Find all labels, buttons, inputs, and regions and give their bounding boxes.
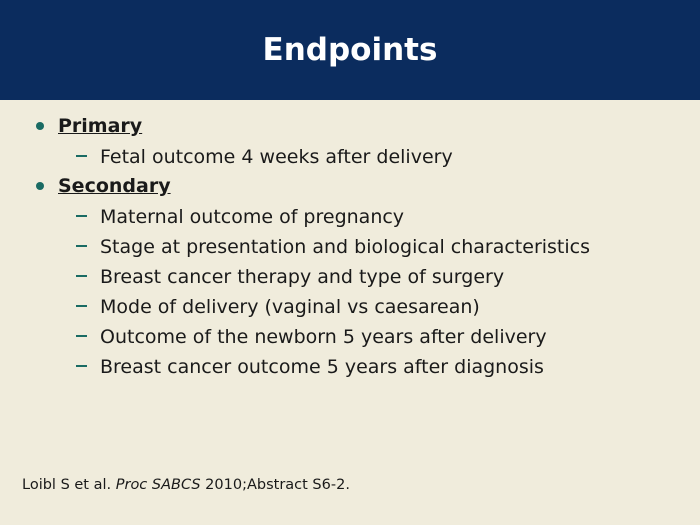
dash-bullet-icon — [76, 305, 87, 307]
section-heading-label: Secondary — [58, 175, 171, 197]
page-title: Endpoints — [262, 32, 438, 68]
section-heading-primary — [0, 112, 700, 140]
list-item — [0, 292, 700, 322]
list-item-label: Mode of delivery (vaginal vs caesarean) — [100, 296, 480, 318]
citation-suffix: 2010;Abstract S6-2. — [200, 477, 350, 493]
bullet-dot-icon — [36, 122, 44, 130]
list-item-label: Outcome of the newborn 5 years after delivery — [100, 326, 547, 348]
citation-footer — [22, 477, 350, 493]
dash-bullet-icon — [76, 275, 87, 277]
list-item — [0, 202, 700, 232]
list-item — [0, 262, 700, 292]
list-item-label: Maternal outcome of pregnancy — [100, 206, 405, 228]
list-item — [0, 142, 700, 172]
dash-bullet-icon — [76, 365, 87, 367]
list-item-label: Fetal outcome 4 weeks after delivery — [100, 146, 453, 168]
list-item — [0, 232, 700, 262]
citation-prefix: Loibl S et al. — [22, 477, 116, 493]
citation-source: Proc SABCS — [115, 477, 201, 493]
list-item — [0, 322, 700, 352]
list-item — [0, 352, 700, 382]
list-item-label: Breast cancer outcome 5 years after diagnosis — [100, 356, 544, 378]
list-item-label: Stage at presentation and biological characteristics — [100, 236, 591, 258]
dash-bullet-icon — [76, 155, 87, 157]
list-item-label: Breast cancer therapy and type of surgery — [100, 266, 505, 288]
section-heading-label: Primary — [58, 115, 143, 137]
section-heading-secondary — [0, 172, 700, 200]
bullet-dot-icon — [36, 182, 44, 190]
dash-bullet-icon — [76, 335, 87, 337]
slide-content — [0, 112, 700, 382]
dash-bullet-icon — [76, 215, 87, 217]
dash-bullet-icon — [76, 245, 87, 247]
